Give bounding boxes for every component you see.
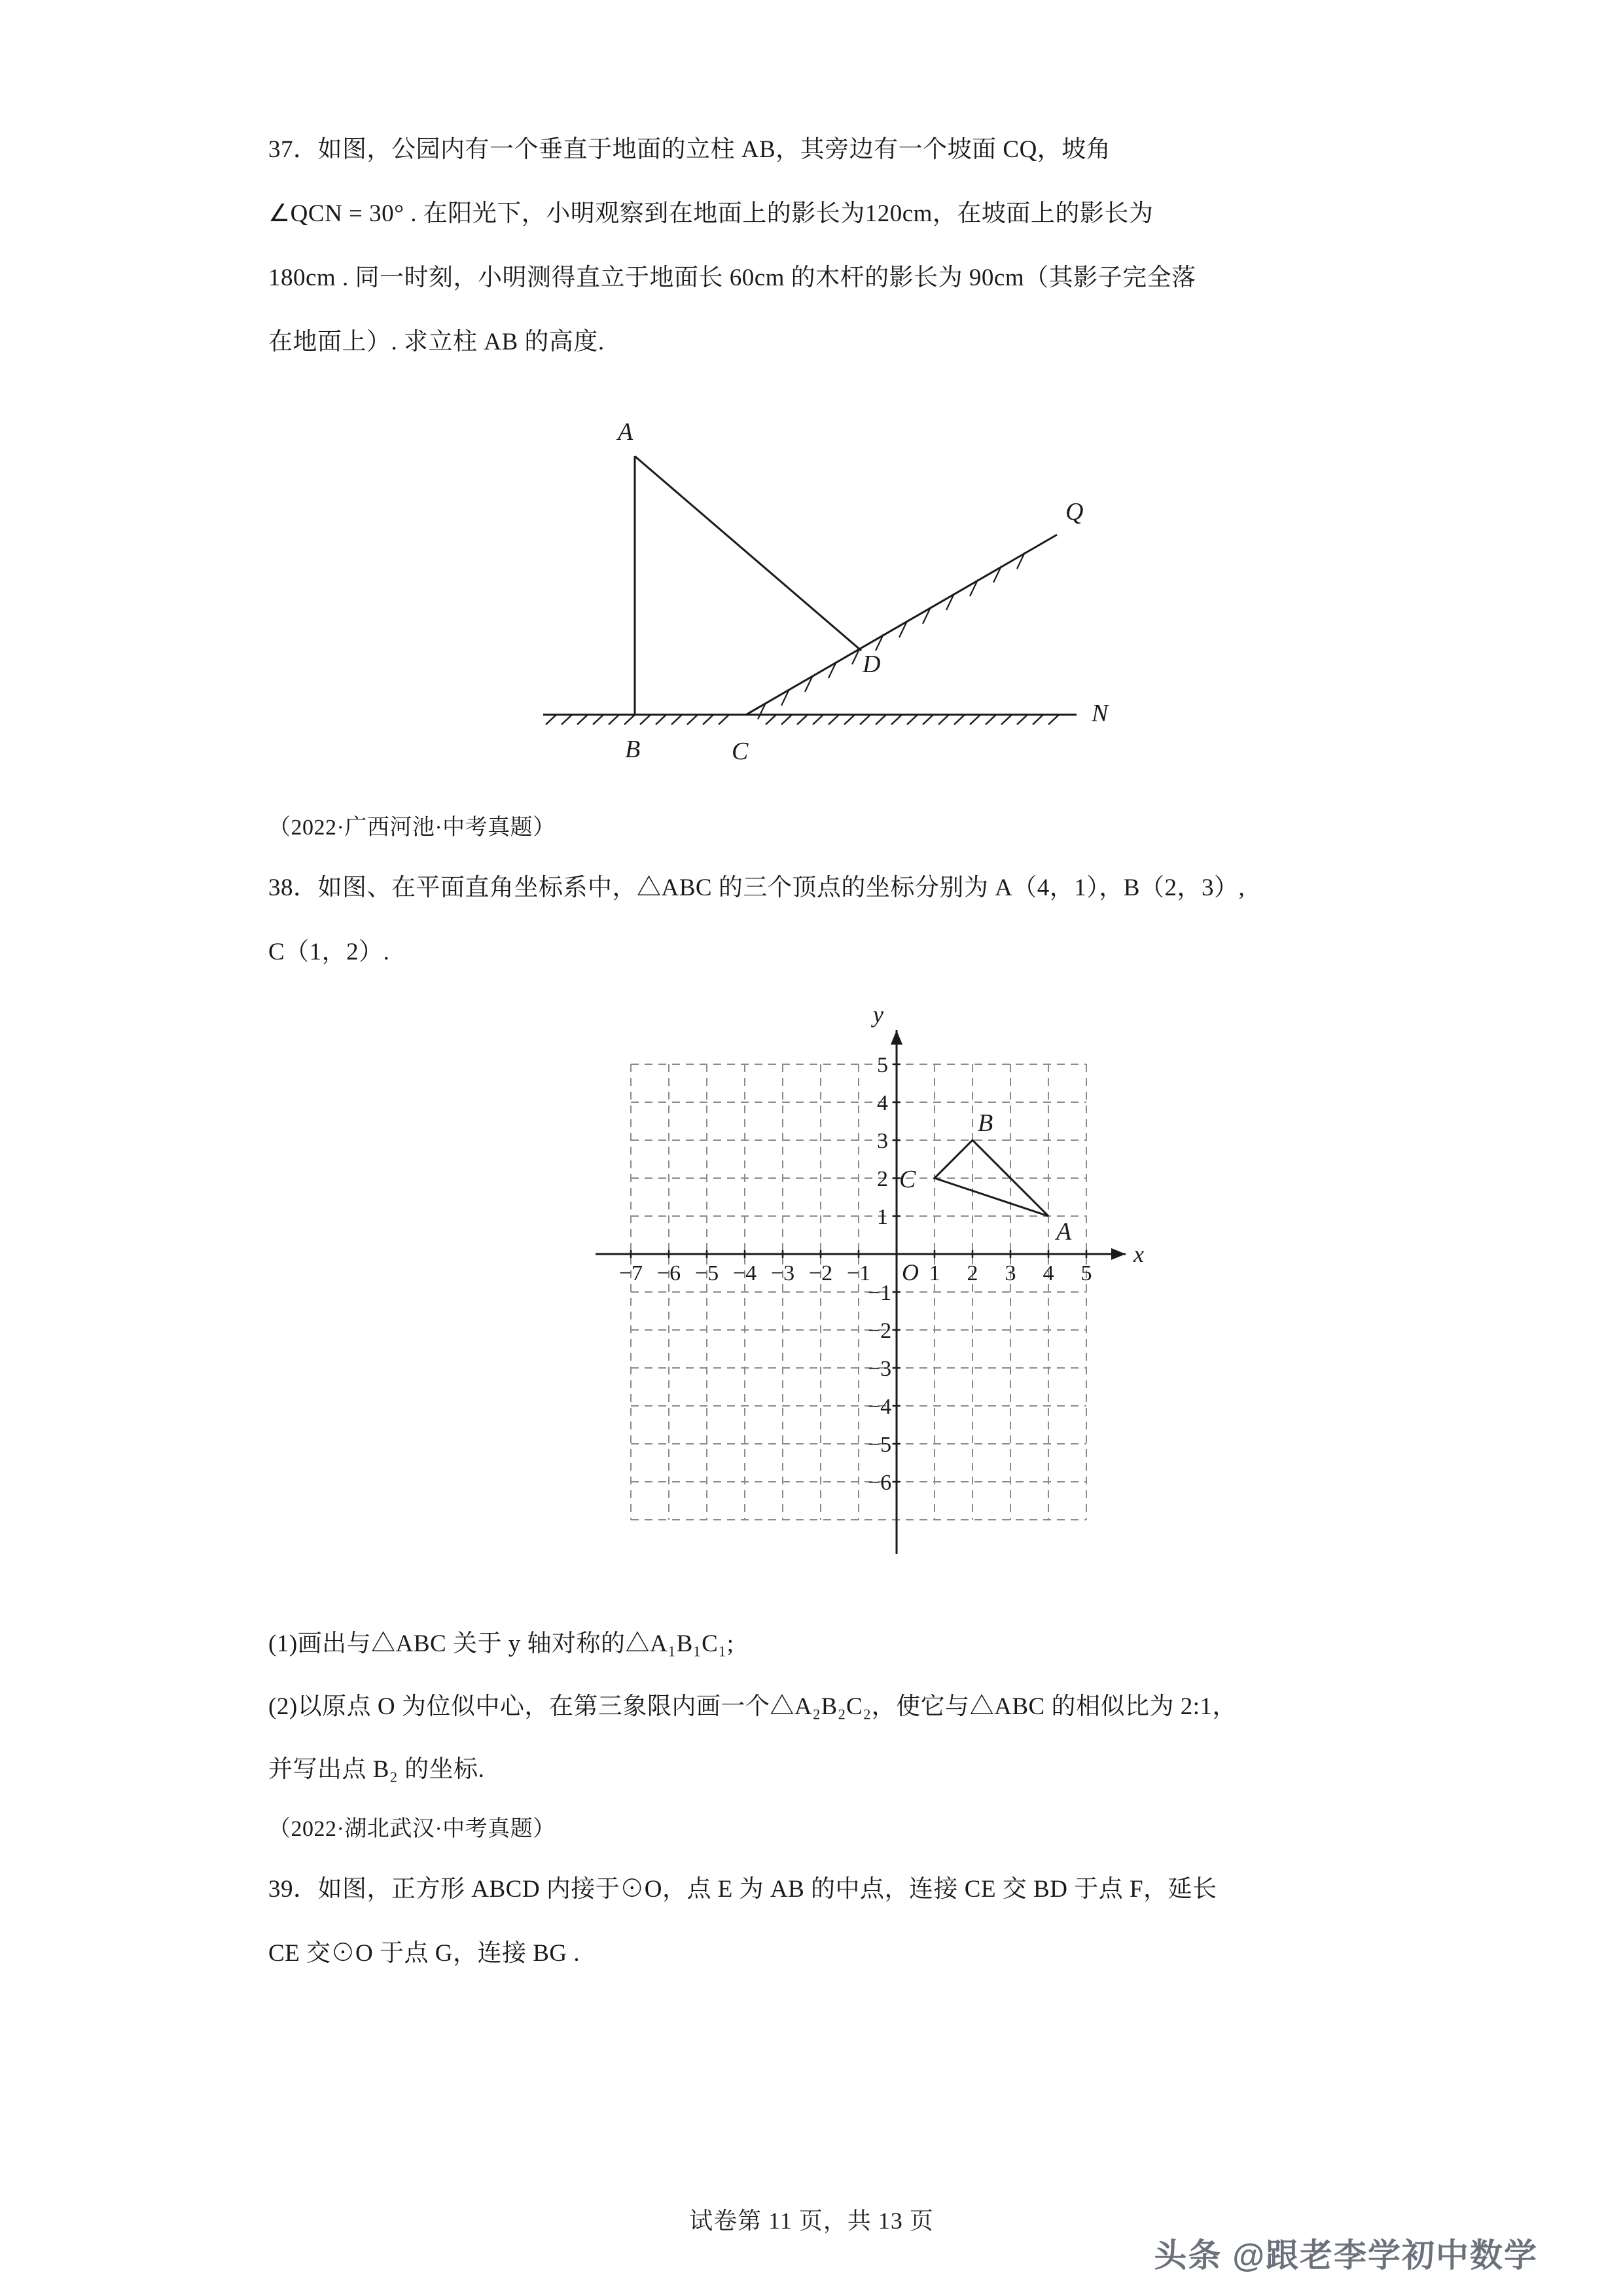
- figure-37-label-D: D: [863, 651, 881, 678]
- figure-38-ytick-1: 1: [877, 1205, 888, 1229]
- document-content: [268, 118, 1394, 1986]
- question-38-sub-1: (1)画出与△ABC 关于 y 轴对称的△A₁B₁C₁;: [268, 1630, 734, 1657]
- question-38: [268, 856, 1394, 1857]
- figure-38-ytick--3: −3: [868, 1357, 892, 1381]
- figure-38-ytick-3: 3: [877, 1129, 888, 1153]
- figure-38-xtick--6: −6: [656, 1261, 681, 1285]
- figure-38: [268, 984, 1394, 1613]
- question-39-line-1: 39．如图，正方形 ABCD 内接于⊙O，点 E 为 AB 的中点，连接 CE 交 BD 于点 F，延长: [268, 1876, 1217, 1903]
- figure-38-ytick--4: −4: [868, 1395, 892, 1419]
- figure-38-xlabel: x: [1133, 1241, 1144, 1267]
- figure-38-xtick-4: 4: [1043, 1261, 1054, 1285]
- figure-37-label-B: B: [625, 736, 641, 763]
- figure-37-label-Q: Q: [1065, 498, 1084, 526]
- figure-38-xtick--7: −7: [618, 1261, 643, 1285]
- figure-37-label-A: A: [618, 418, 633, 446]
- question-38-source: （2022·湖北武汉·中考真题）: [268, 1817, 556, 1841]
- figure-38-point-A: A: [1056, 1218, 1072, 1246]
- question-37-line-2: ∠QCN = 30° . 在阳光下，小明观察到在地面上的影长为120cm，在坡面上的影长为: [268, 200, 1154, 227]
- figure-38-xtick--2: −2: [808, 1261, 833, 1285]
- figure-37-svg: [268, 374, 1394, 800]
- question-38-line-1: 38．如图、在平面直角坐标系中，△ABC 的三个顶点的坐标分别为 A（4，1），B（2，3）,: [268, 874, 1245, 901]
- figure-38-ytick--5: −5: [868, 1433, 892, 1457]
- figure-37-label-C: C: [732, 738, 749, 765]
- question-37-source: （2022·广西河池·中考真题）: [268, 816, 556, 840]
- figure-38-ytick-4: 4: [877, 1091, 888, 1115]
- question-39: [268, 1857, 1394, 1986]
- figure-38-xtick-2: 2: [967, 1261, 978, 1285]
- figure-38-ytick-2: 2: [877, 1167, 888, 1191]
- figure-37-label-N: N: [1092, 700, 1109, 727]
- figure-38-xtick-3: 3: [1005, 1261, 1016, 1285]
- figure-37: [268, 374, 1394, 800]
- page-footer: 试卷第 11 页，共 13 页: [689, 2208, 934, 2234]
- question-37-line-4: 在地面上）. 求立柱 AB 的高度.: [268, 329, 605, 355]
- question-38-sub-3: 并写出点 B₂ 的坐标.: [268, 1756, 485, 1783]
- question-37-line-3: 180cm . 同一时刻，小明测得直立于地面长 60cm 的木杆的影长为 90cm（其影子完全落: [268, 264, 1196, 291]
- figure-38-xtick-1: 1: [929, 1261, 940, 1285]
- figure-38-xtick--1: −1: [846, 1261, 871, 1285]
- figure-38-ytick--6: −6: [868, 1471, 892, 1495]
- figure-38-xtick--5: −5: [694, 1261, 719, 1285]
- figure-38-point-B: B: [978, 1109, 993, 1137]
- question-38-line-2: C（1，2）.: [268, 939, 390, 965]
- figure-38-origin-label: O: [902, 1259, 919, 1285]
- figure-38-ylabel: y: [873, 1001, 883, 1028]
- question-37-line-1: 37．如图，公园内有一个垂直于地面的立柱 AB，其旁边有一个坡面 CQ，坡角: [268, 136, 1111, 163]
- figure-38-point-C: C: [899, 1166, 916, 1193]
- figure-38-xtick--4: −4: [732, 1261, 757, 1285]
- figure-38-xtick--3: −3: [770, 1261, 795, 1285]
- figure-38-xtick-5: 5: [1080, 1261, 1092, 1285]
- figure-38-ytick-5: 5: [877, 1053, 888, 1077]
- figure-38-ytick--1: −1: [868, 1281, 892, 1305]
- question-37: [268, 118, 1394, 856]
- figure-38-ytick--2: −2: [868, 1319, 892, 1343]
- question-39-line-2: CE 交⊙O 于点 G，连接 BG .: [268, 1940, 580, 1967]
- figure-38-svg: [268, 984, 1394, 1613]
- watermark: 头条 @跟老李学初中数学: [1154, 2237, 1538, 2274]
- question-38-sub-2: (2)以原点 O 为位似中心，在第三象限内画一个△A₂B₂C₂，使它与△ABC 的相似比为 2:1，: [268, 1693, 1237, 1720]
